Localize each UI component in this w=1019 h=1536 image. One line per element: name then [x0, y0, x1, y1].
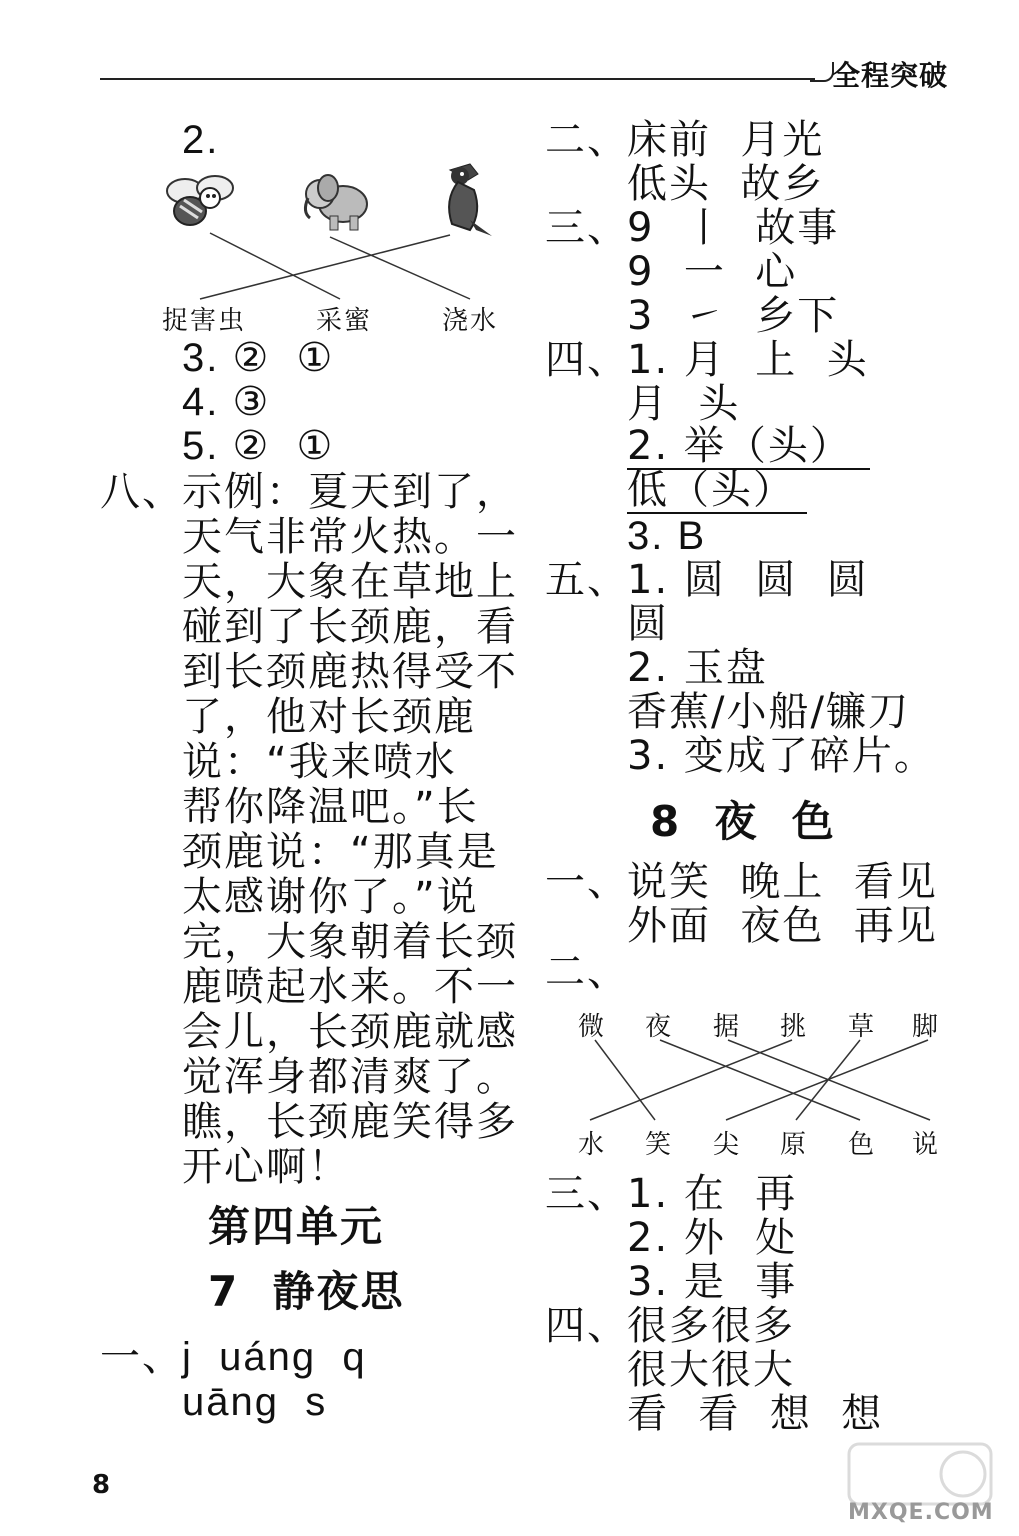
s2-top-char: 微 [578, 1012, 607, 1042]
lesson-7-title: 7 静夜思 [208, 1267, 405, 1316]
s2-bottom-char: 色 [848, 1130, 877, 1160]
q8-line: 帮你降温吧。”长 [182, 784, 479, 830]
r3-line-1: 9 丨 故事 [627, 205, 840, 251]
s2-match-lines [560, 1036, 960, 1126]
s2-bottom-char: 水 [578, 1130, 607, 1160]
r4-line-4: 低（头） [627, 468, 807, 514]
s3-line-3: 3. 是 事 [627, 1259, 798, 1305]
q8-line: 鹿喷起水来。不一 [182, 964, 518, 1010]
r2-line-2: 低头 故乡 [627, 161, 825, 207]
page-number: 8 [92, 1470, 111, 1500]
r5-line-2: 圆 [627, 601, 669, 647]
q2-match-lines [150, 225, 510, 305]
q8-line: 觉浑身都清爽了。 [182, 1054, 518, 1100]
s2-top-char: 脚 [912, 1012, 941, 1042]
q8-line: 会儿，长颈鹿就感 [182, 1009, 518, 1055]
s2-top-char: 据 [713, 1012, 742, 1042]
s4-label: 四、 [545, 1303, 629, 1349]
s3-label: 三、 [545, 1171, 629, 1217]
q8-line: 碰到了长颈鹿，看 [182, 604, 518, 650]
s4-line-2: 很大很大 [627, 1347, 795, 1393]
q2-word-1: 捉害虫 [162, 306, 247, 336]
q8-line: 示例：夏天到了， [182, 469, 518, 515]
r4-line-3: 2. 举（头） [627, 424, 870, 470]
q8-line: 颈鹿说：“那真是 [182, 829, 499, 875]
s2-bottom-char: 尖 [713, 1130, 742, 1160]
s2-bottom-char: 原 [780, 1130, 809, 1160]
q2-word-3: 浇水 [442, 306, 499, 336]
r3-label: 三、 [545, 205, 629, 251]
r4-line-2: 月 头 [627, 381, 741, 427]
r5-line-1: 1. 圆 圆 圆 [627, 557, 869, 603]
r3-line-3: 3 ㇀ 乡下 [627, 293, 840, 339]
r4-label: 四、 [545, 337, 629, 383]
pinyin-line-2: uāng s [182, 1380, 328, 1424]
r4-line-1: 1. 月 上 头 [627, 337, 869, 383]
r2-line-1: 床前 月光 [627, 117, 825, 163]
q8-line: 到长颈鹿热得受不 [182, 649, 518, 695]
q2-label: 2. [182, 118, 220, 162]
watermark-text: MXQE.COM [848, 1500, 994, 1525]
q8-line: 太感谢你了。”说 [182, 874, 479, 920]
s2-label: 二、 [545, 949, 629, 995]
r3-line-2: 9 一 心 [627, 249, 798, 295]
q8-line: 瞧，长颈鹿笑得多 [182, 1099, 518, 1145]
s2-top-char: 草 [848, 1012, 877, 1042]
q8-line: 了，他对长颈鹿 [182, 694, 476, 740]
s4-line-3: 看 看 想 想 [627, 1391, 884, 1437]
s2-bottom-char: 说 [912, 1130, 941, 1160]
s3-line-1: 1. 在 再 [627, 1171, 798, 1217]
r5-label: 五、 [545, 557, 629, 603]
s2-bottom-char: 笑 [645, 1130, 674, 1160]
lesson-8-title: 8 夜 色 [650, 797, 836, 846]
s1-line-2: 外面 夜色 再见 [627, 903, 938, 949]
pinyin-line-1: j uáng q [182, 1335, 367, 1379]
header-rule [100, 78, 815, 80]
header-title: 全程突破 [832, 59, 949, 92]
unit-title: 第四单元 [208, 1202, 385, 1251]
q8-line: 天，大象在草地上 [182, 559, 518, 605]
q3-answer: 3. ② ① [182, 336, 335, 380]
q8-label: 八、 [100, 469, 184, 515]
r2-label: 二、 [545, 117, 629, 163]
s1-line-1: 说笑 晚上 看见 [627, 859, 938, 905]
r4-line-5: 3. B [627, 514, 707, 558]
s4-line-1: 很多很多 [627, 1303, 795, 1349]
q8-line: 开心啊！ [182, 1144, 350, 1190]
q4-answer: 4. ③ [182, 380, 271, 424]
q8-line: 天气非常火热。一 [182, 514, 518, 560]
s2-top-char: 挑 [780, 1012, 809, 1042]
s2-top-char: 夜 [645, 1012, 674, 1042]
s1-label: 一、 [545, 859, 629, 905]
left-q1-label: 一、 [100, 1334, 184, 1380]
q8-line: 说：“我来喷水 [182, 739, 457, 785]
header-hook-decoration [810, 62, 834, 82]
s3-line-2: 2. 外 处 [627, 1215, 798, 1261]
q2-word-2: 采蜜 [316, 306, 373, 336]
q5-answer: 5. ② ① [182, 424, 335, 468]
r5-line-3: 2. 玉盘 [627, 645, 768, 691]
r5-line-5: 3. 变成了碎片。 [627, 733, 936, 779]
q8-line: 完，大象朝着长颈 [182, 919, 518, 965]
r5-line-4: 香蕉/小船/镰刀 [627, 689, 910, 735]
